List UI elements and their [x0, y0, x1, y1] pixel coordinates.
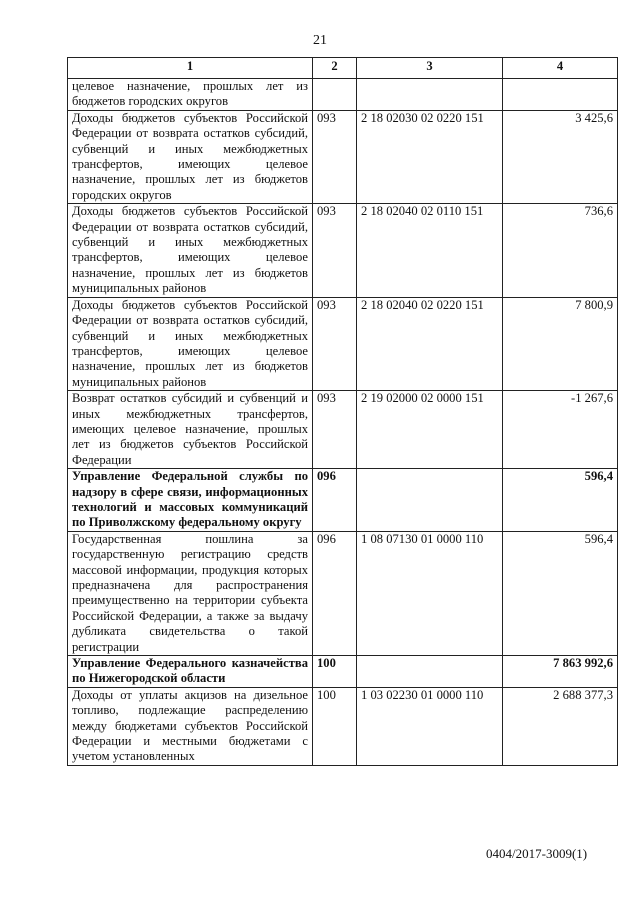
row-amount-cell: 2 688 377,3: [503, 687, 618, 765]
column-header-1: 1: [68, 58, 313, 79]
row-amount-cell: 7 863 992,6: [503, 656, 618, 688]
table-row: [68, 110, 618, 203]
row-name-cell: Возврат остатков субсидий и субвенций и иных межбюджетных трансфертов, имеющих целевое назначение, прошлых лет из бюджетов субъектов Российской Федерации: [68, 391, 313, 469]
table-row: [68, 297, 618, 390]
row-budget-code-cell: [357, 469, 503, 532]
table-body: [68, 79, 618, 766]
row-name-cell: Доходы бюджетов субъектов Российской Федерации от возврата остатков субсидий, субвенций и иных межбюджетных трансфертов, имеющих целевое назначение, прошлых лет из бюджетов муниципальных районов: [68, 297, 313, 390]
table-row: [68, 687, 618, 765]
row-budget-code-cell: 2 18 02040 02 0110 151: [357, 204, 503, 297]
row-name-cell: Управление Федерального казначейства по Нижегородской области: [68, 656, 313, 688]
revenue-table: [67, 57, 618, 766]
row-budget-code-cell: 1 08 07130 01 0000 110: [357, 531, 503, 655]
table-row: [68, 204, 618, 297]
row-name-cell: Государственная пошлина за государственную регистрацию средств массовой информации, продукция которых предназначена для распространения преимущественно на территории субъекта Российской Федерации, а также за выдачу дубликата свидетельства о такой регистрации: [68, 531, 313, 655]
row-name-cell: Доходы бюджетов субъектов Российской Федерации от возврата остатков субсидий, субвенций и иных межбюджетных трансфертов, имеющих целевое назначение, прошлых лет из бюджетов муниципальных районов: [68, 204, 313, 297]
document-number: 0404/2017-3009(1): [486, 846, 588, 861]
row-amount-cell: 3 425,6: [503, 110, 618, 203]
row-amount-cell: 596,4: [503, 531, 618, 655]
row-amount-cell: [503, 79, 618, 111]
table-row: [68, 656, 618, 688]
row-name-cell: целевое назначение, прошлых лет из бюджетов городских округов: [68, 79, 313, 111]
row-admin-code-cell: 096: [313, 531, 357, 655]
row-admin-code-cell: 093: [313, 110, 357, 203]
row-name-cell: Доходы бюджетов субъектов Российской Федерации от возврата остатков субсидий, субвенций и иных межбюджетных трансфертов, имеющих целевое назначение, прошлых лет из бюджетов городских округов: [68, 110, 313, 203]
row-admin-code-cell: 093: [313, 391, 357, 469]
row-admin-code-cell: 100: [313, 687, 357, 765]
row-admin-code-cell: 096: [313, 469, 357, 532]
row-amount-cell: -1 267,6: [503, 391, 618, 469]
row-name-cell: Доходы от уплаты акцизов на дизельное топливо, подлежащие распределению между бюджетами субъектов Российской Федерации и местными бюджетами с учетом установленных: [68, 687, 313, 765]
table-row: [68, 79, 618, 111]
row-name-cell: Управление Федеральной службы по надзору в сфере связи, информационных технологий и массовых коммуникаций по Приволжскому федеральному округу: [68, 469, 313, 532]
row-amount-cell: 596,4: [503, 469, 618, 532]
row-admin-code-cell: [313, 79, 357, 111]
row-budget-code-cell: 1 03 02230 01 0000 110: [357, 687, 503, 765]
table-row: [68, 391, 618, 469]
column-header-2: 2: [313, 58, 357, 79]
row-budget-code-cell: 2 18 02030 02 0220 151: [357, 110, 503, 203]
page-number: 21: [313, 33, 327, 48]
table-row: [68, 469, 618, 532]
table-header-row: [68, 58, 618, 79]
row-admin-code-cell: 093: [313, 204, 357, 297]
row-budget-code-cell: 2 18 02040 02 0220 151: [357, 297, 503, 390]
row-amount-cell: 736,6: [503, 204, 618, 297]
table-row: [68, 531, 618, 655]
column-header-4: 4: [503, 58, 618, 79]
row-admin-code-cell: 100: [313, 656, 357, 688]
column-header-3: 3: [357, 58, 503, 79]
row-amount-cell: 7 800,9: [503, 297, 618, 390]
row-budget-code-cell: [357, 656, 503, 688]
row-admin-code-cell: 093: [313, 297, 357, 390]
row-budget-code-cell: [357, 79, 503, 111]
row-budget-code-cell: 2 19 02000 02 0000 151: [357, 391, 503, 469]
